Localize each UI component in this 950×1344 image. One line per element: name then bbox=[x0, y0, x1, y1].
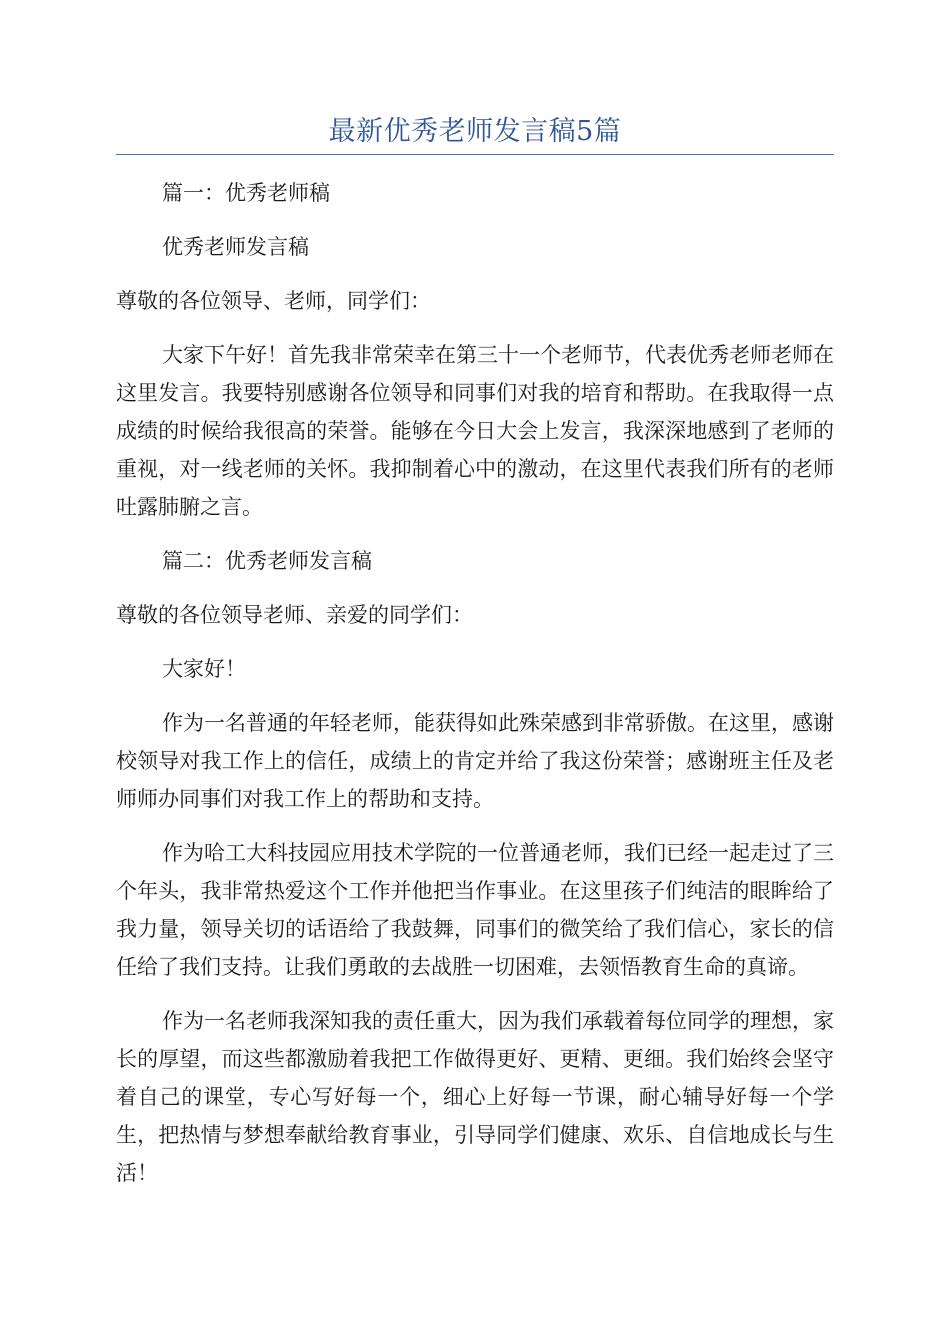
paragraph-salutation-1: 尊敬的各位领导、老师，同学们： bbox=[116, 289, 431, 313]
document-title: 最新优秀老师发言稿5篇 bbox=[328, 116, 622, 147]
paragraph-speech-4: 作为一名老师我深知我的责任重大，因为我们承载着每位同学的理想，家长的厚望，而这些都激励着我把工作做得更好、更精、更细。我们始终会坚守着自己的课堂，专心写好每一个，细心上好每一节课，耐心辅导好每一个学生，把热情与梦想奉献给教育事业，引导同学们健康、欢乐、自信地成长与生活！ bbox=[116, 1009, 834, 1185]
paragraph-speech-3: 作为哈工大科技园应用技术学院的一位普通老师，我们已经一起走过了三个年头，我非常热爱这个工作并他把当作事业。在这里孩子们纯洁的眼眸给了我力量，领导关切的话语给了我鼓舞，同事们的微笑给了我们信心，家长的信任给了我们支持。让我们勇敢的去战胜一切困难，去领悟教育生命的真谛。 bbox=[116, 841, 834, 979]
paragraph-section-heading-2: 篇二：优秀老师发言稿 bbox=[162, 549, 372, 573]
paragraph-speech-2: 作为一名普通的年轻老师，能获得如此殊荣感到非常骄傲。在这里，感谢校领导对我工作上的信任，成绩上的肯定并给了我这份荣誉；感谢班主任及老师师办同事们对我工作上的帮助和支持。 bbox=[116, 711, 834, 811]
document-body bbox=[116, 174, 834, 1192]
paragraph-section-heading-1: 篇一：优秀老师稿 bbox=[162, 181, 330, 205]
paragraph-salutation-2: 尊敬的各位领导老师、亲爱的同学们： bbox=[116, 603, 473, 627]
paragraph-speech-1: 大家下午好！首先我非常荣幸在第三十一个老师节，代表优秀老师老师在这里发言。我要特别感谢各位领导和同事们对我的培育和帮助。在我取得一点成绩的时候给我很高的荣誉。能够在今日大会上发言，我深深地感到了老师的重视，对一线老师的关怀。我抑制着心中的激动，在这里代表我们所有的老师吐露肺腑之言。 bbox=[116, 343, 834, 519]
title-underline bbox=[116, 154, 834, 155]
paragraph-greeting: 大家好！ bbox=[162, 657, 246, 681]
paragraph-subtitle: 优秀老师发言稿 bbox=[162, 235, 309, 259]
